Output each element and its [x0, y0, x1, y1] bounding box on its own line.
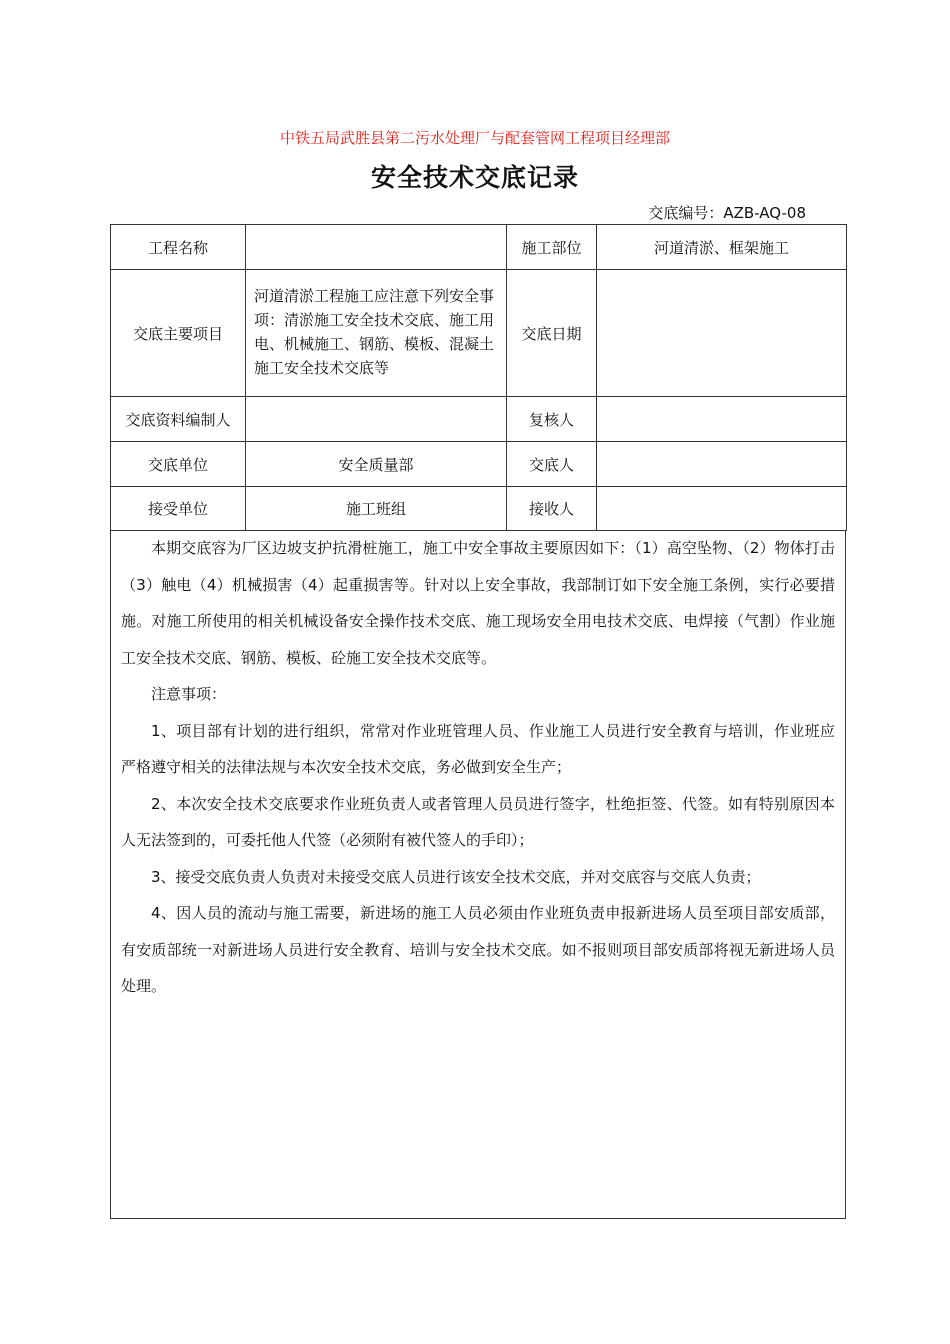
unit-value: 安全质量部	[246, 442, 507, 487]
content-box	[110, 530, 846, 1219]
reviewer-label: 复核人	[507, 397, 597, 442]
note-item-4: 4、因人员的流动与施工需要，新进场的施工人员必须由作业班负责申报新进场人员至项目部安质部，有安质部统一对新进场人员进行安全教育、培训与安全技术交底。如不报则项目部安质部将视无新进场人员处理。	[121, 904, 835, 995]
reviewer-value	[597, 397, 847, 442]
receiver-label: 接收人	[507, 487, 597, 531]
note-item-1: 1、项目部有计划的进行组织，常常对作业班管理人员、作业施工人员进行安全教育与培训，作业班应严格遵守相关的法律法规与本次安全技术交底，务必做到安全生产；	[121, 721, 835, 776]
document-code: 交底编号：AZB-AQ-08	[648, 204, 806, 222]
compiler-label: 交底资料编制人	[111, 397, 246, 442]
project-name-label: 工程名称	[111, 225, 246, 270]
main-items-label: 交底主要项目	[111, 270, 246, 397]
person-value	[597, 442, 847, 487]
person-label: 交底人	[507, 442, 597, 487]
info-table	[110, 224, 847, 531]
table-row	[111, 397, 847, 442]
unit-label: 交底单位	[111, 442, 246, 487]
receiving-unit-value: 施工班组	[246, 487, 507, 531]
construction-part-value: 河道清淤、框架施工	[597, 225, 847, 270]
project-name-value	[246, 225, 507, 270]
date-value	[597, 270, 847, 397]
organization-name: 中铁五局武胜县第二污水处理厂与配套管网工程项目经理部	[279, 129, 670, 147]
main-items-value: 河道清淤工程施工应注意下列安全事项：清淤施工安全技术交底、施工用电、机械施工、钢筋、模板、混凝土施工安全技术交底等	[246, 270, 507, 397]
receiving-unit-label: 接受单位	[111, 487, 246, 531]
intro-paragraph: 本期交底容为厂区边坡支护抗滑桩施工，施工中安全事故主要原因如下：（1）高空坠物、（2）物体打击（3）触电（4）机械损害（4）起重损害等。针对以上安全事故，我部制订如下安全施工条例，实行必要措施。对施工所使用的相关机械设备安全操作技术交底、施工现场安全用电技术交底、电焊接（气割）作业施工安全技术交底、钢筋、模板、砼施工安全技术交底等。	[121, 539, 835, 667]
document-title: 安全技术交底记录	[370, 163, 579, 192]
table-row	[111, 270, 847, 397]
notes-heading: 注意事项：	[151, 685, 227, 703]
note-item-2: 2、本次安全技术交底要求作业班负责人或者管理人员员进行签字，杜绝拒签、代签。如有特别原因本人无法签到的，可委托他人代签（必须附有被代签人的手印）；	[121, 794, 835, 849]
table-row	[111, 442, 847, 487]
date-label: 交底日期	[507, 270, 597, 397]
construction-part-label: 施工部位	[507, 225, 597, 270]
receiver-value	[597, 487, 847, 531]
note-item-3: 3、接受交底负责人负责对未接受交底人员进行该安全技术交底，并对交底容与交底人负责；	[151, 867, 761, 886]
compiler-value	[246, 397, 507, 442]
table-row	[111, 225, 847, 270]
table-row	[111, 487, 847, 531]
